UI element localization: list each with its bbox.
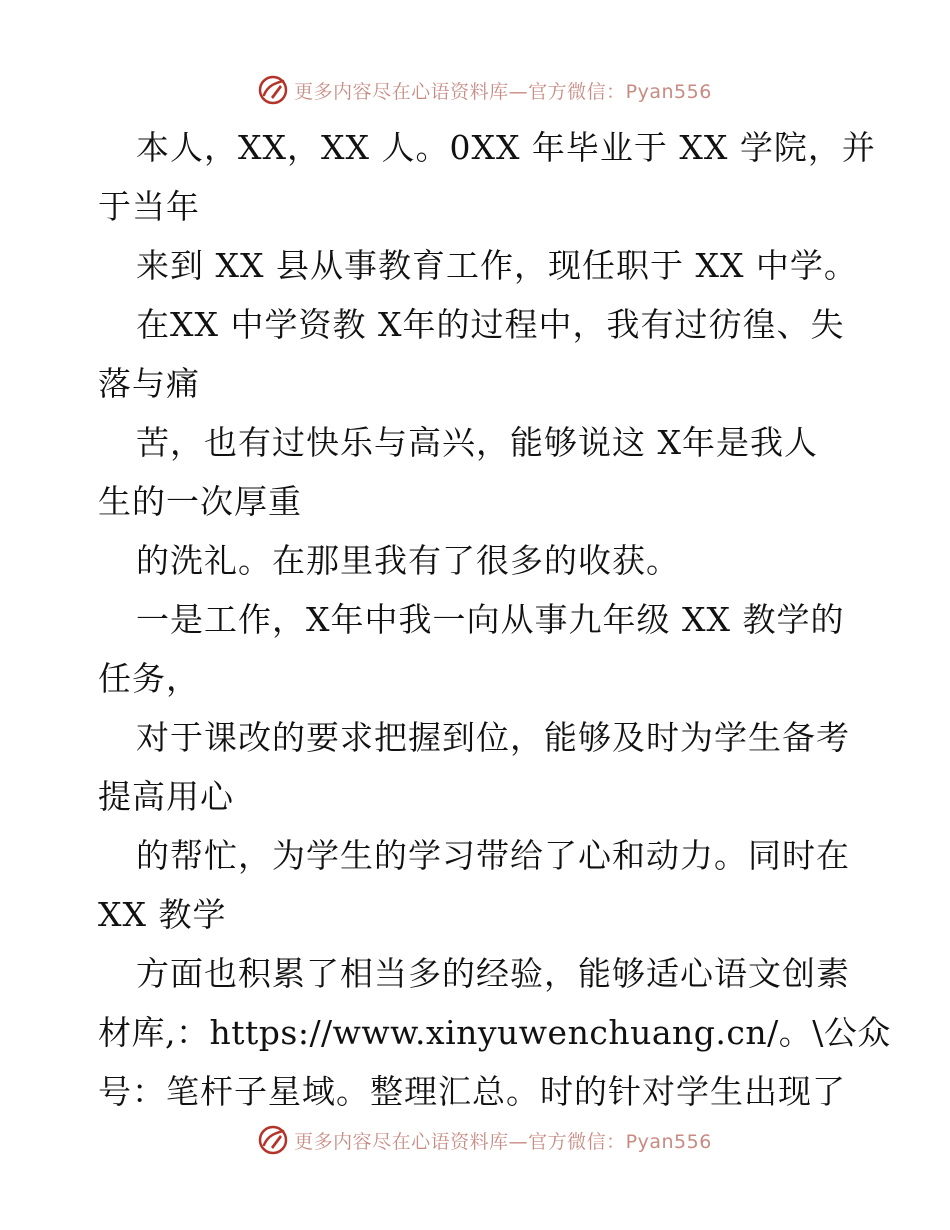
watermark-group <box>256 1123 712 1157</box>
text-line: 号：笔杆子星域。整理汇总。时的针对学生出现了 <box>98 1072 846 1111</box>
text-line: 来到 XX 县从事教育工作，现任职于 XX 中学。 <box>136 246 858 285</box>
text-line: 一是工作，X年中我一向从事九年级 XX 教学的 <box>136 600 845 639</box>
text-line: 本人，XX，XX 人。0XX 年毕业于 XX 学院，并 <box>136 128 876 167</box>
text-line: 在XX 中学资教 X年的过程中，我有过彷徨、失 <box>136 305 845 344</box>
header-watermark <box>0 70 950 110</box>
text-line: 的帮忙，为学生的学习带给了心和动力。同时在 <box>136 836 850 875</box>
watermark-group <box>256 73 712 107</box>
watermark-text: 更多内容尽在心语资料库—官方微信：Pyan556 <box>294 1130 712 1153</box>
text-line: 苦，也有过快乐与高兴，能够说这 X年是我人 <box>136 423 818 462</box>
pen-swirl-logo-icon <box>256 1123 290 1157</box>
text-line: 方面也积累了相当多的经验，能够适心语文创素 <box>136 954 850 993</box>
text-line: 生的一次厚重 <box>98 482 302 521</box>
footer-watermark <box>0 1120 950 1160</box>
watermark-text: 更多内容尽在心语资料库—官方微信：Pyan556 <box>294 80 712 103</box>
text-line: 的洗礼。在那里我有了很多的收获。 <box>136 541 680 580</box>
text-line: 落与痛 <box>98 364 200 403</box>
pen-swirl-logo-icon <box>256 73 290 107</box>
text-line: 任务， <box>98 659 200 698</box>
text-line-url: 材库,：https://www.xinyuwenchuang.cn/。\公众 <box>98 1013 891 1052</box>
text-line: 对于课改的要求把握到位，能够及时为学生备考 <box>136 718 850 757</box>
text-line: 于当年 <box>98 187 200 226</box>
document-body <box>98 118 891 1121</box>
text-line: XX 教学 <box>98 895 227 934</box>
text-line: 提高用心 <box>98 777 234 816</box>
